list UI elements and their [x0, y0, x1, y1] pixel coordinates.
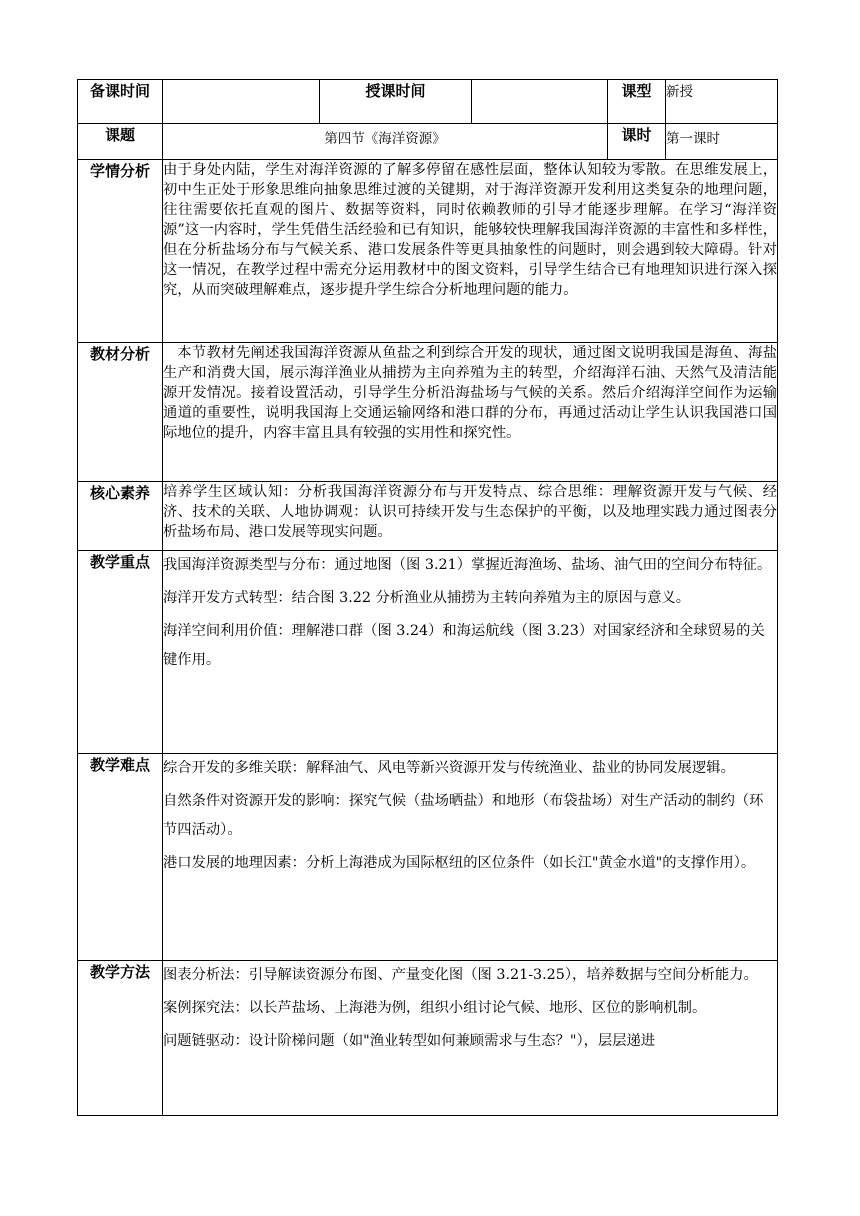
- core-literacy-row: [78, 482, 778, 551]
- prep-time-label: 备课时间: [78, 80, 163, 124]
- textbook-analysis-text: 本节教材先阐述我国海洋资源从鱼盐之利到综合开发的现状，通过图文说明我国是海鱼、海盐生产和消费大国，展示海洋渔业从捕捞为主向养殖为主的转型，介绍海洋石油、天然气及清洁能源开发情况。接着设置活动，引导学生分析沿海盐场与气候的关系。然后介绍海洋空间作为运输通道的重要性，说明我国海上交通运输网络和港口群的分布，再通过活动让学生认识我国港口国际地位的提升，内容丰富且具有较强的实用性和探究性。: [163, 345, 778, 441]
- teaching-method-item: 图表分析法：引导解读资源分布图、产量变化图（图 3.21-3.25），培养数据与空间分析能力。: [163, 967, 758, 983]
- textbook-analysis-row: [78, 343, 778, 482]
- teach-time-label: 授课时间: [320, 80, 472, 124]
- textbook-analysis-label: 教材分析: [78, 343, 163, 482]
- teach-time-value[interactable]: [472, 80, 608, 124]
- prep-time-value[interactable]: [163, 80, 320, 124]
- student-analysis-content: [163, 160, 778, 343]
- teaching-method-item: 案例探究法：以长芦盐场、上海港为例，组织小组讨论气候、地形、区位的影响机制。: [163, 1000, 707, 1016]
- teaching-methods-label: 教学方法: [78, 961, 163, 1116]
- student-analysis-label: 学情分析: [78, 160, 163, 343]
- teaching-methods-row: [78, 961, 778, 1116]
- teaching-method-item: 问题链驱动：设计阶梯问题（如"渔业转型如何兼顾需求与生态？"），层层递进: [163, 1033, 656, 1049]
- core-literacy-label: 核心素养: [78, 482, 163, 551]
- key-points-label: 教学重点: [78, 551, 163, 754]
- key-point-item: 我国海洋资源类型与分布：通过地图（图 3.21）掌握近海渔场、盐场、油气田的空间分布特征。: [163, 557, 772, 573]
- period-value: 第一课时: [666, 124, 778, 160]
- difficult-point-item: 港口发展的地理因素：分析上海港成为国际枢纽的区位条件（如长江"黄金水道"的支撑作用）。: [163, 855, 756, 871]
- topic-label: 课题: [78, 124, 163, 160]
- lesson-plan-table: [77, 79, 778, 1116]
- header-row: [78, 80, 778, 124]
- difficult-points-label: 教学难点: [78, 754, 163, 961]
- key-points-content: [163, 551, 778, 754]
- difficult-points-row: [78, 754, 778, 961]
- teaching-methods-content: [163, 961, 778, 1116]
- key-point-item: 海洋开发方式转型：结合图 3.22 分析渔业从捕捞为主转向养殖为主的原因与意义。: [163, 590, 691, 606]
- core-literacy-content: [163, 482, 778, 551]
- core-literacy-text: 培养学生区域认知：分析我国海洋资源分布与开发特点、综合思维：理解资源开发与气候、经济、技术的关联、人地协调观：认识可持续开发与生态保护的平衡，以及地理实践力通过图表分析盐场布局、港口发展等现实问题。: [163, 484, 778, 540]
- key-points-row: [78, 551, 778, 754]
- type-label: 课型: [608, 80, 666, 124]
- student-analysis-row: [78, 160, 778, 343]
- period-label: 课时: [608, 124, 666, 160]
- difficult-point-item: 自然条件对资源开发的影响：探究气候（盐场晒盐）和地形（布袋盐场）对生产活动的制约（环节四活动）。: [163, 793, 764, 838]
- difficult-points-content: [163, 754, 778, 961]
- difficult-point-item: 综合开发的多维关联：解释油气、风电等新兴资源开发与传统渔业、盐业的协同发展逻辑。: [163, 760, 735, 776]
- topic-row: [78, 124, 778, 160]
- topic-value: 第四节《海洋资源》: [163, 124, 608, 160]
- key-point-item: 海洋空间利用价值：理解港口群（图 3.24）和海运航线（图 3.23）对国家经济和全球贸易的关键作用。: [163, 623, 765, 668]
- student-analysis-text: 由于身处内陆，学生对海洋资源的了解多停留在感性层面，整体认知较为零散。在思维发展上，初中生正处于形象思维向抽象思维过渡的关键期，对于海洋资源开发利用这类复杂的地理问题，往往需要依托直观的图片、数据等资料，同时依赖教师的引导才能逐步理解。在学习“海洋资源”这一内容时，学生凭借生活经验和已有知识，能够较快理解我国海洋资源的丰富性和多样性，但在分析盐场分布与气候关系、港口发展条件等更具抽象性的问题时，则会遇到较大障碍。针对这一情况，在教学过程中需充分运用教材中的图文资料，引导学生结合已有地理知识进行深入探究，从而突破理解难点，逐步提升学生综合分析地理问题的能力。: [163, 162, 778, 298]
- textbook-analysis-content: [163, 343, 778, 482]
- type-value: 新授: [666, 80, 778, 124]
